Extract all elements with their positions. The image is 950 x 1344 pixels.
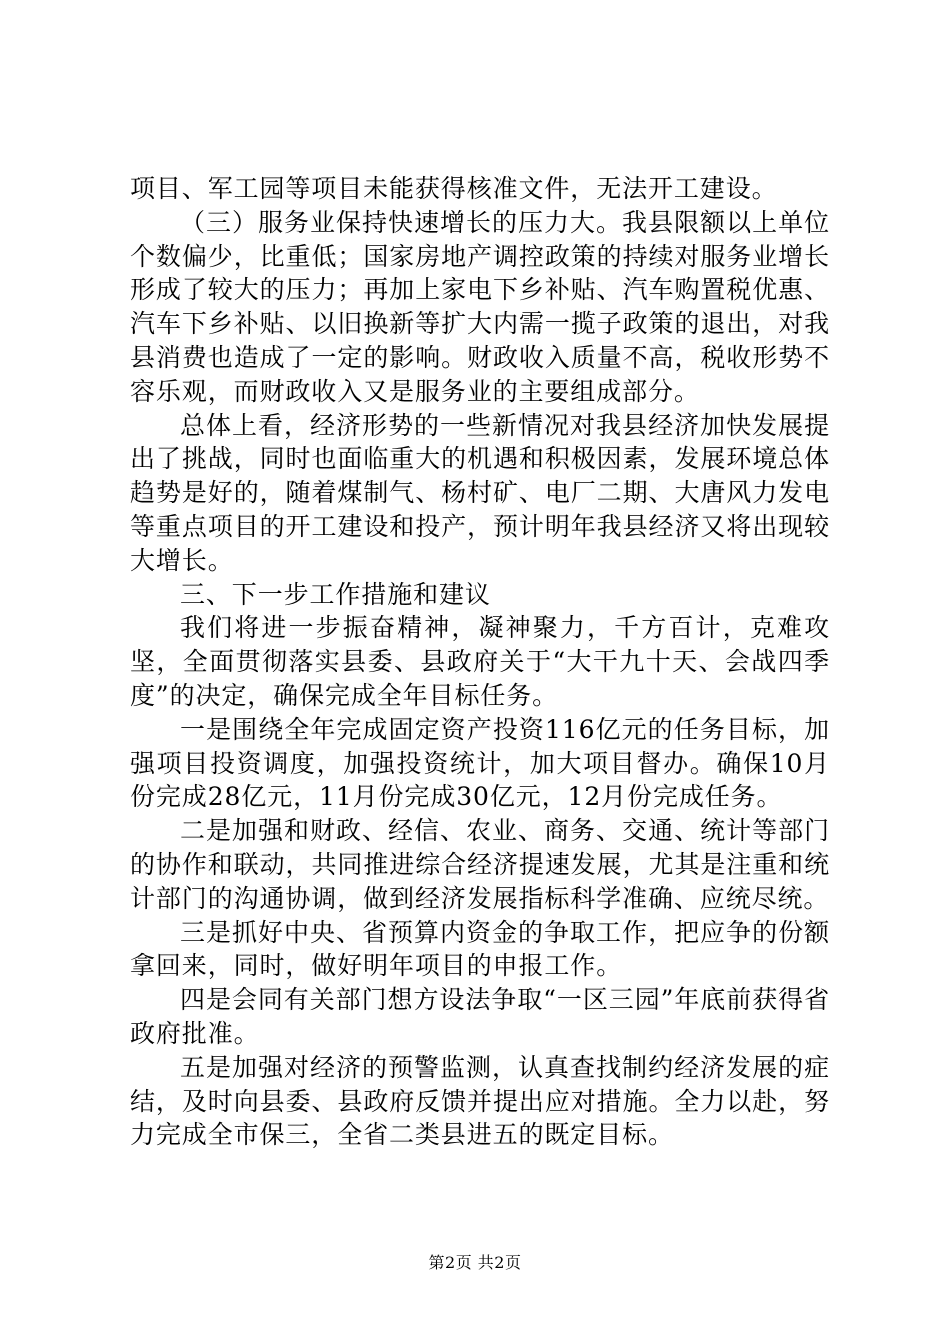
paragraph-overall-outlook: 总体上看，经济形势的一些新情况对我县经济加快发展提出了挑战，同时也面临重大的机遇和积极因素，发展环境总体趋势是好的，随着煤制气、杨村矿、电厂二期、大唐风力发电等重点项目的开工建设和投产，预计明年我县经济又将出现较大增长。 (130, 410, 830, 575)
paragraph-measure-3: 三是抓好中央、省预算内资金的争取工作，把应争的份额拿回来，同时，做好明年项目的申报工作。 (130, 917, 830, 981)
section-heading-next-steps: 三、下一步工作措施和建议 (180, 579, 491, 609)
document-body (130, 172, 830, 1152)
paragraph-measure-1: 一是围绕全年完成固定资产投资116亿元的任务目标，加强项目投资调度，加强投资统计，加大项目督办。确保10月份完成28亿元，11月份完成30亿元，12月份完成任务。 (130, 714, 830, 812)
paragraph-commitment: 我们将进一步振奋精神，凝神聚力，千方百计，克难攻坚，全面贯彻落实县委、县政府关于“大干九十天、会战四季度”的决定，确保完成全年目标任务。 (130, 613, 830, 710)
paragraph-service-pressure: （三）服务业保持快速增长的压力大。我县限额以上单位个数偏少，比重低；国家房地产调控政策的持续对服务业增长形成了较大的压力；再加上家电下乡补贴、汽车购置税优惠、汽车下乡补贴、以旧换新等扩大内需一揽子政策的退出，对我县消费也造成了一定的影响。财政收入质量不高，税收形势不容乐观，而财政收入又是服务业的主要组成部分。 (130, 207, 830, 406)
paragraph-measure-5: 五是加强对经济的预警监测，认真查找制约经济发展的症结，及时向县委、县政府反馈并提出应对措施。全力以赴，努力完成全市保三，全省二类县进五的既定目标。 (130, 1052, 830, 1150)
paragraph-continuation: 项目、军工园等项目未能获得核准文件，无法开工建设。 (130, 174, 778, 203)
page-number-footer: 第2页 共2页 (428, 1253, 522, 1272)
paragraph-measure-4: 四是会同有关部门想方设法争取“一区三园”年底前获得省政府批准。 (130, 985, 830, 1048)
paragraph-measure-2: 二是加强和财政、经信、农业、商务、交通、统计等部门的协作和联动，共同推进综合经济提速发展，尤其是注重和统计部门的沟通协调，做到经济发展指标科学准确、应统尽统。 (130, 816, 830, 913)
